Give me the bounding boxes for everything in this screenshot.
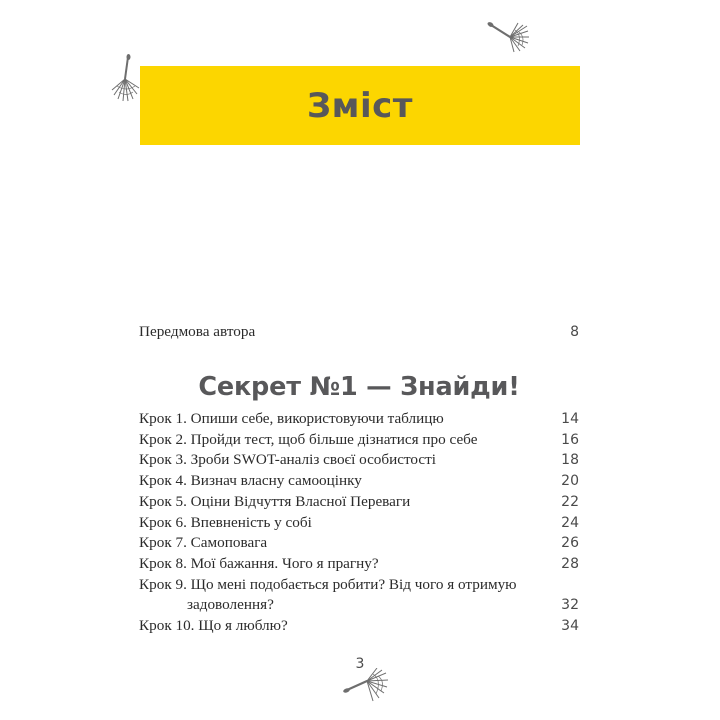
- dandelion-seed-icon: [343, 668, 389, 711]
- toc-entry-step-4[interactable]: [139, 471, 579, 492]
- page-title-banner: [140, 66, 580, 145]
- table-of-contents: [139, 322, 579, 637]
- toc-entry-page: 22: [561, 493, 579, 510]
- toc-entry-step-6[interactable]: [139, 513, 579, 534]
- toc-entry-step-8[interactable]: [139, 554, 579, 575]
- toc-entry-title-continued: задоволення?: [187, 596, 274, 614]
- toc-entry-title: Крок 9. Що мені подобається робити? Від чого я отримую: [139, 575, 517, 593]
- toc-entry-page: 8: [570, 324, 579, 340]
- toc-entry-page: 32: [561, 597, 579, 614]
- toc-entry-page: 16: [561, 431, 579, 448]
- toc-entry-title: Крок 6. Впевненість у собі: [139, 513, 312, 531]
- toc-entry-step-3[interactable]: [139, 450, 579, 471]
- toc-entry-title: Передмова автора: [139, 323, 256, 340]
- toc-entry-page: 20: [561, 473, 579, 490]
- toc-entry-step-10[interactable]: [139, 616, 579, 637]
- toc-entry-step-7[interactable]: [139, 533, 579, 554]
- toc-entry-title: Крок 10. Що я люблю?: [139, 617, 288, 635]
- toc-entry-title: Крок 4. Визнач власну самооцінку: [139, 472, 362, 490]
- toc-entry-page: 24: [561, 514, 579, 531]
- toc-entry-title: Крок 2. Пройди тест, щоб більше дізнатися про себе: [139, 430, 478, 448]
- dandelion-seed-icon: [487, 16, 531, 59]
- page-number: 3: [355, 656, 365, 672]
- toc-entry-title: Крок 3. Зроби SWOT-аналіз своєї особистості: [139, 451, 437, 469]
- toc-section-heading: Секрет №1 — Знайди!: [198, 371, 520, 402]
- dandelion-seed-icon: [108, 54, 142, 107]
- toc-entry-page: 28: [561, 555, 579, 572]
- toc-entry-title: Крок 5. Оціни Відчуття Власної Переваги: [139, 492, 411, 510]
- toc-entry-page: 34: [561, 618, 579, 635]
- toc-entry-title: Крок 8. Мої бажання. Чого я прагну?: [139, 554, 379, 572]
- page-title: Зміст: [307, 85, 413, 126]
- toc-entry-step-5[interactable]: [139, 492, 579, 513]
- toc-entry-step-2[interactable]: [139, 430, 579, 451]
- toc-entry-title: Крок 1. Опиши себе, використовуючи таблицю: [139, 410, 444, 428]
- toc-entry-page: 26: [561, 535, 579, 552]
- toc-entry-page: 14: [561, 411, 579, 428]
- toc-entry-page: 18: [561, 452, 579, 469]
- toc-entry-preface[interactable]: [139, 322, 579, 343]
- toc-entry-step-9[interactable]: [139, 575, 579, 616]
- toc-entry-step-1[interactable]: [139, 409, 579, 430]
- toc-entry-title: Крок 7. Самоповага: [139, 534, 268, 552]
